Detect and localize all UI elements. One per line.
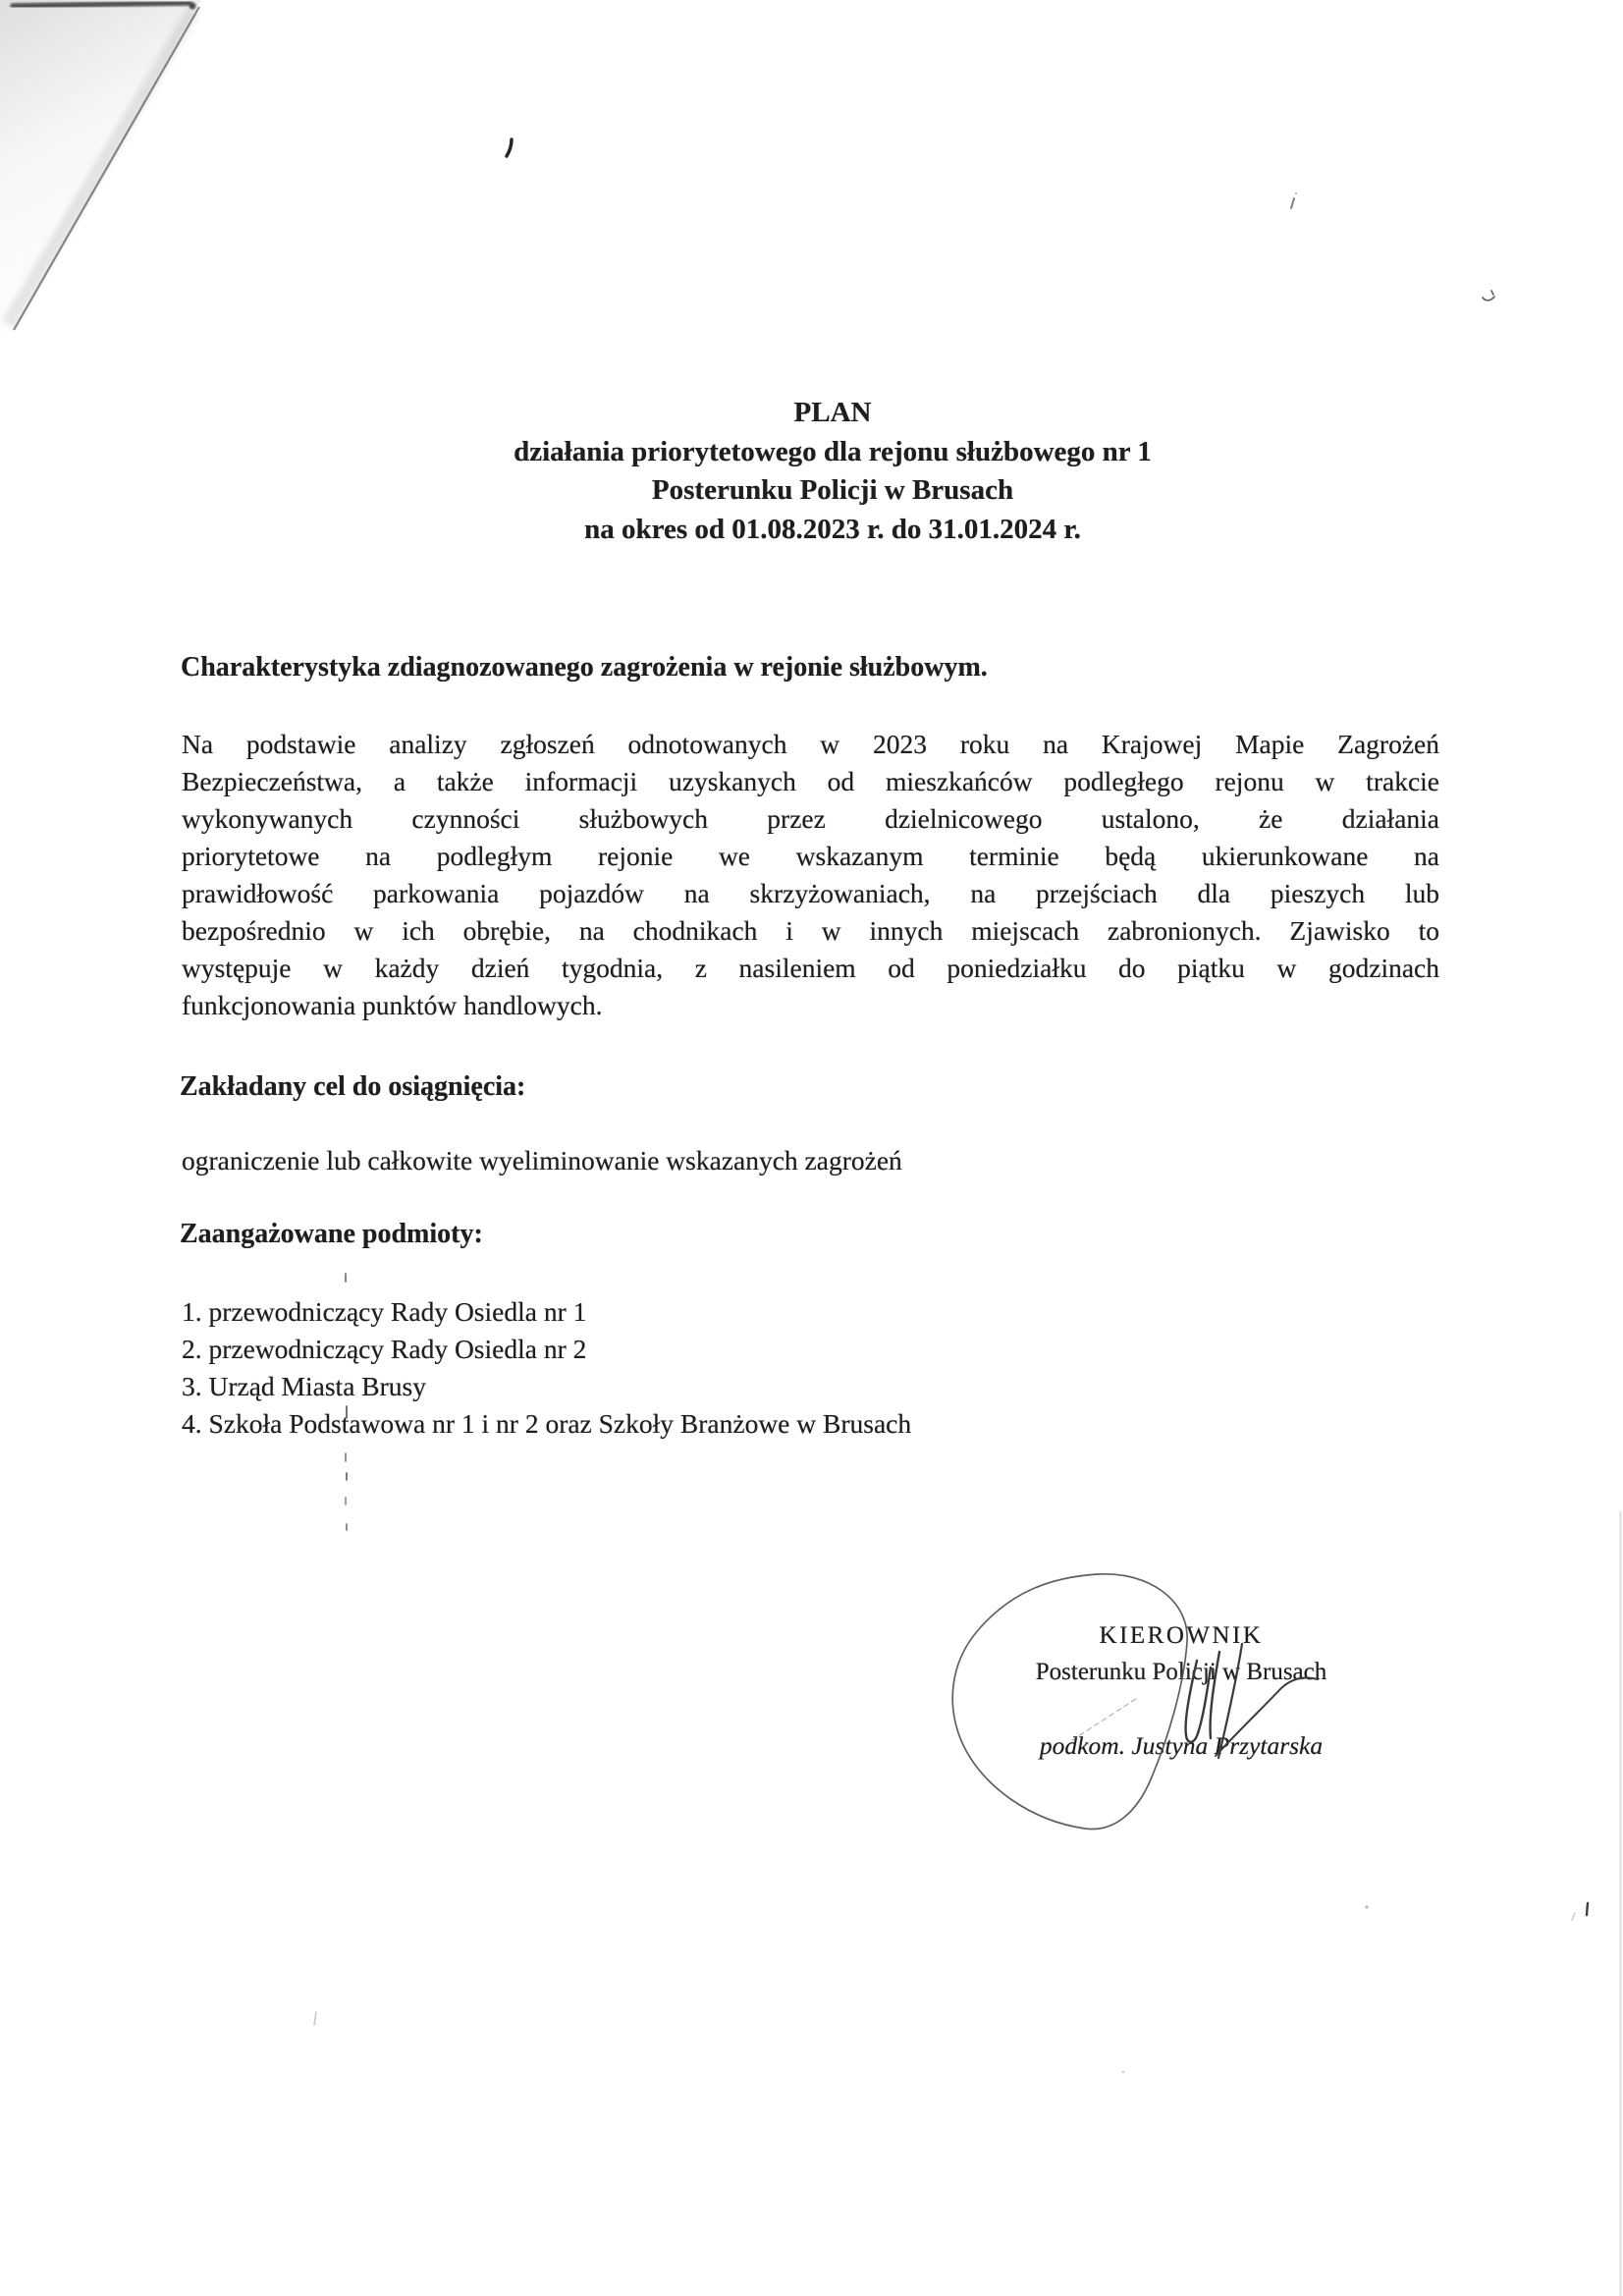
paragraph-line: Bezpieczeństwa, a także informacji uzyskanych od mieszkańców podległego rejonu w trakcie [182,766,1439,796]
paragraph-line: występuje w każdy dzień tygodnia, z nasileniem od poniedziałku do piątku w godzinach [182,953,1439,983]
goal-section-heading: Zakładany cel do osiągnięcia: [180,1071,526,1102]
document-title-line: na okres od 01.08.2023 r. do 31.01.2024 r. [584,513,1081,545]
goal-text: ograniczenie lub całkowite wyeliminowanie wskazanych zagrożeń [182,1145,902,1175]
entities-list [182,1293,911,1443]
list-item: 2. przewodniczący Rady Osiedla nr 2 [182,1334,587,1364]
list-item: 3. Urząd Miasta Brusy [182,1371,426,1401]
paragraph-line: bezpośrednio w ich obrębie, na chodnikach i w innych miejscach zabronionych. Zjawisko to [182,915,1439,946]
signature-role-line: Posterunku Policji w Brusach [1035,1659,1327,1685]
signature-name-line: podkom. Justyna Przytarska [1039,1731,1324,1760]
diagnosis-paragraph [182,726,1439,1024]
scan-fold-artifact [0,0,201,332]
entities-section-heading: Zaangażowane podmioty: [180,1219,483,1249]
document-title-line: PLAN [793,397,872,428]
paragraph-line: priorytetowe na podległym rejonie we wskazanym terminie będą ukierunkowane na [182,841,1439,871]
paragraph-line: Na podstawie analizy zgłoszeń odnotowanych w 2023 roku na Krajowej Mapie Zagrożeń [182,729,1439,759]
document-title-line: działania priorytetowego dla rejonu służbowego nr 1 [514,435,1152,467]
signature-role-line: KIEROWNIK [1099,1622,1264,1649]
paragraph-line: wykonywanych czynności służbowych przez dzielnicowego ustalono, że działania [182,803,1439,834]
paragraph-line: prawidłowość parkowania pojazdów na skrzyżowaniach, na przejściach dla pieszych lub [182,878,1439,908]
list-item: 1. przewodniczący Rady Osiedla nr 1 [182,1296,587,1327]
list-item: 4. Szkoła Podstawowa nr 1 i nr 2 oraz Szkoły Branżowe w Brusach [182,1408,912,1439]
paragraph-line: funkcjonowania punktów handlowych. [182,990,603,1020]
document-title [194,394,1471,549]
document-title-line: Posterunku Policji w Brusach [651,474,1014,506]
handwritten-signature [952,1574,1318,1830]
diagnosis-section-heading: Charakterystyka zdiagnozowanego zagrożenia w rejonie służbowym. [181,652,988,683]
